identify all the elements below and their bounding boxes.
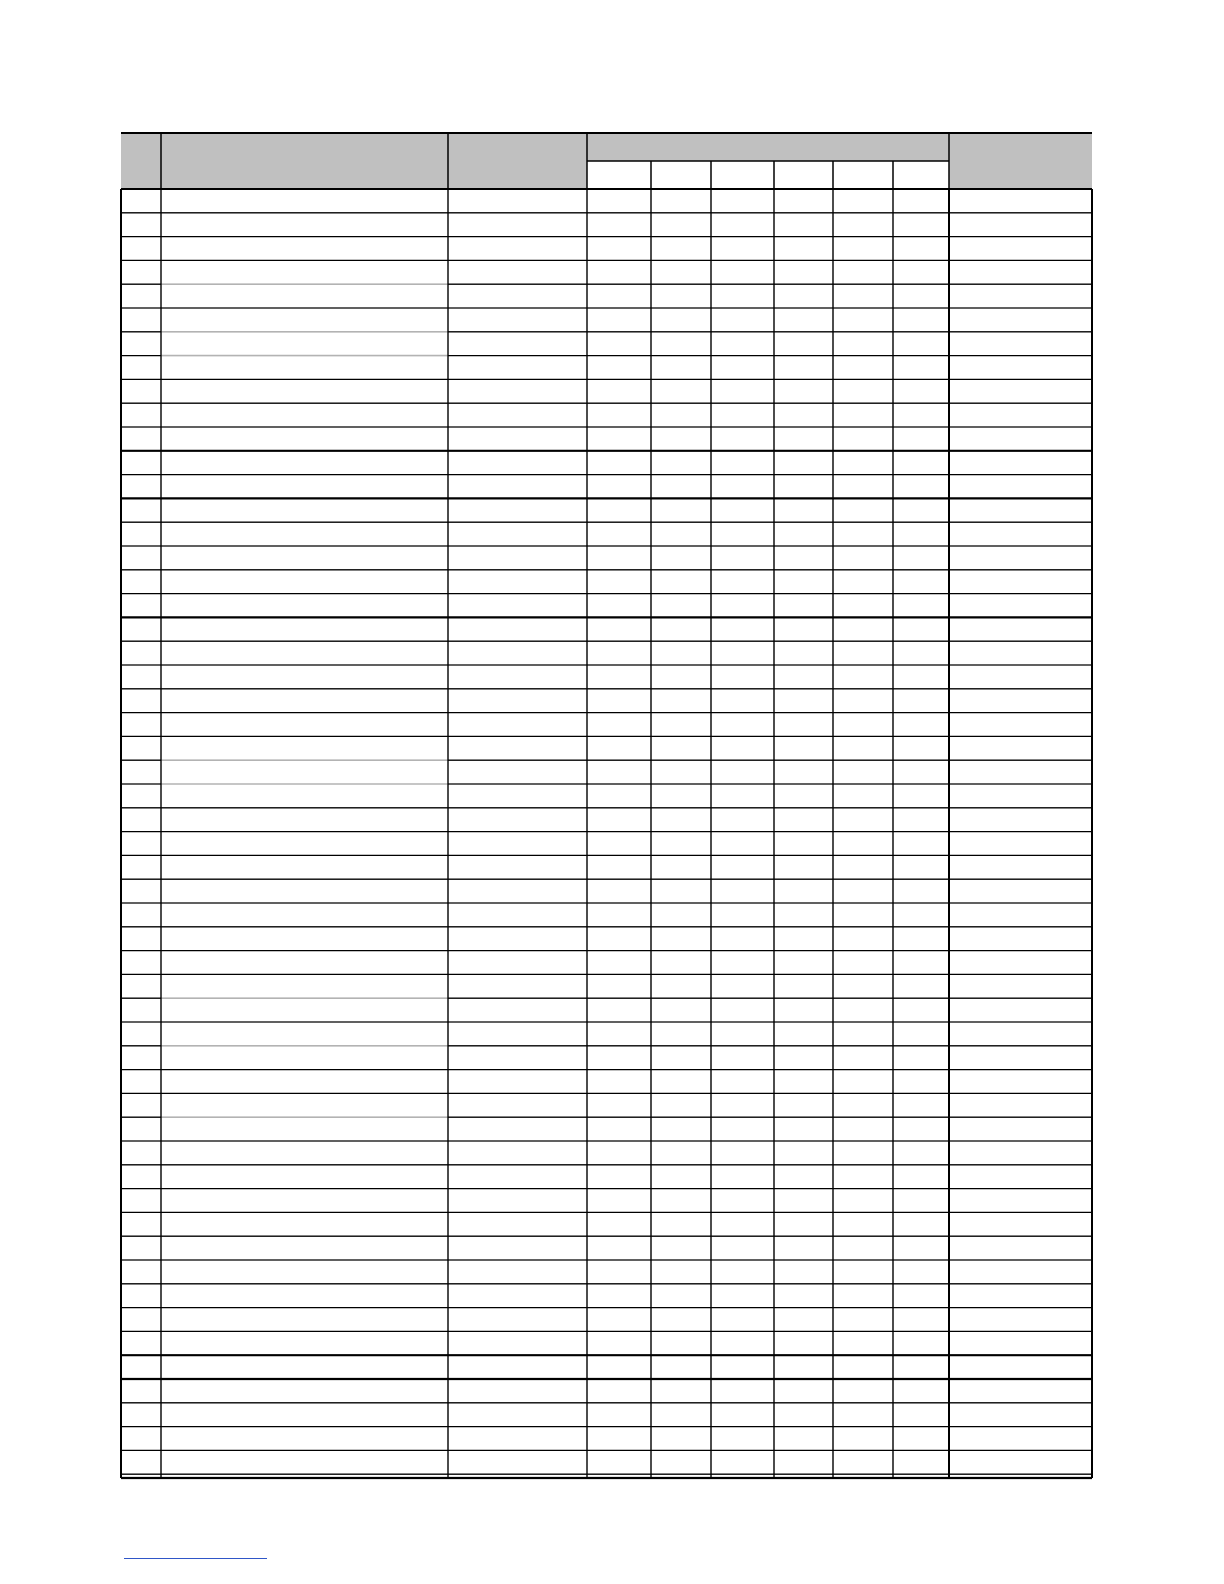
- header-group-cell: [587, 133, 949, 161]
- footer-link-underline[interactable]: [124, 1558, 267, 1559]
- header-cell-right: [949, 133, 1092, 189]
- header-cell-left: [121, 133, 587, 189]
